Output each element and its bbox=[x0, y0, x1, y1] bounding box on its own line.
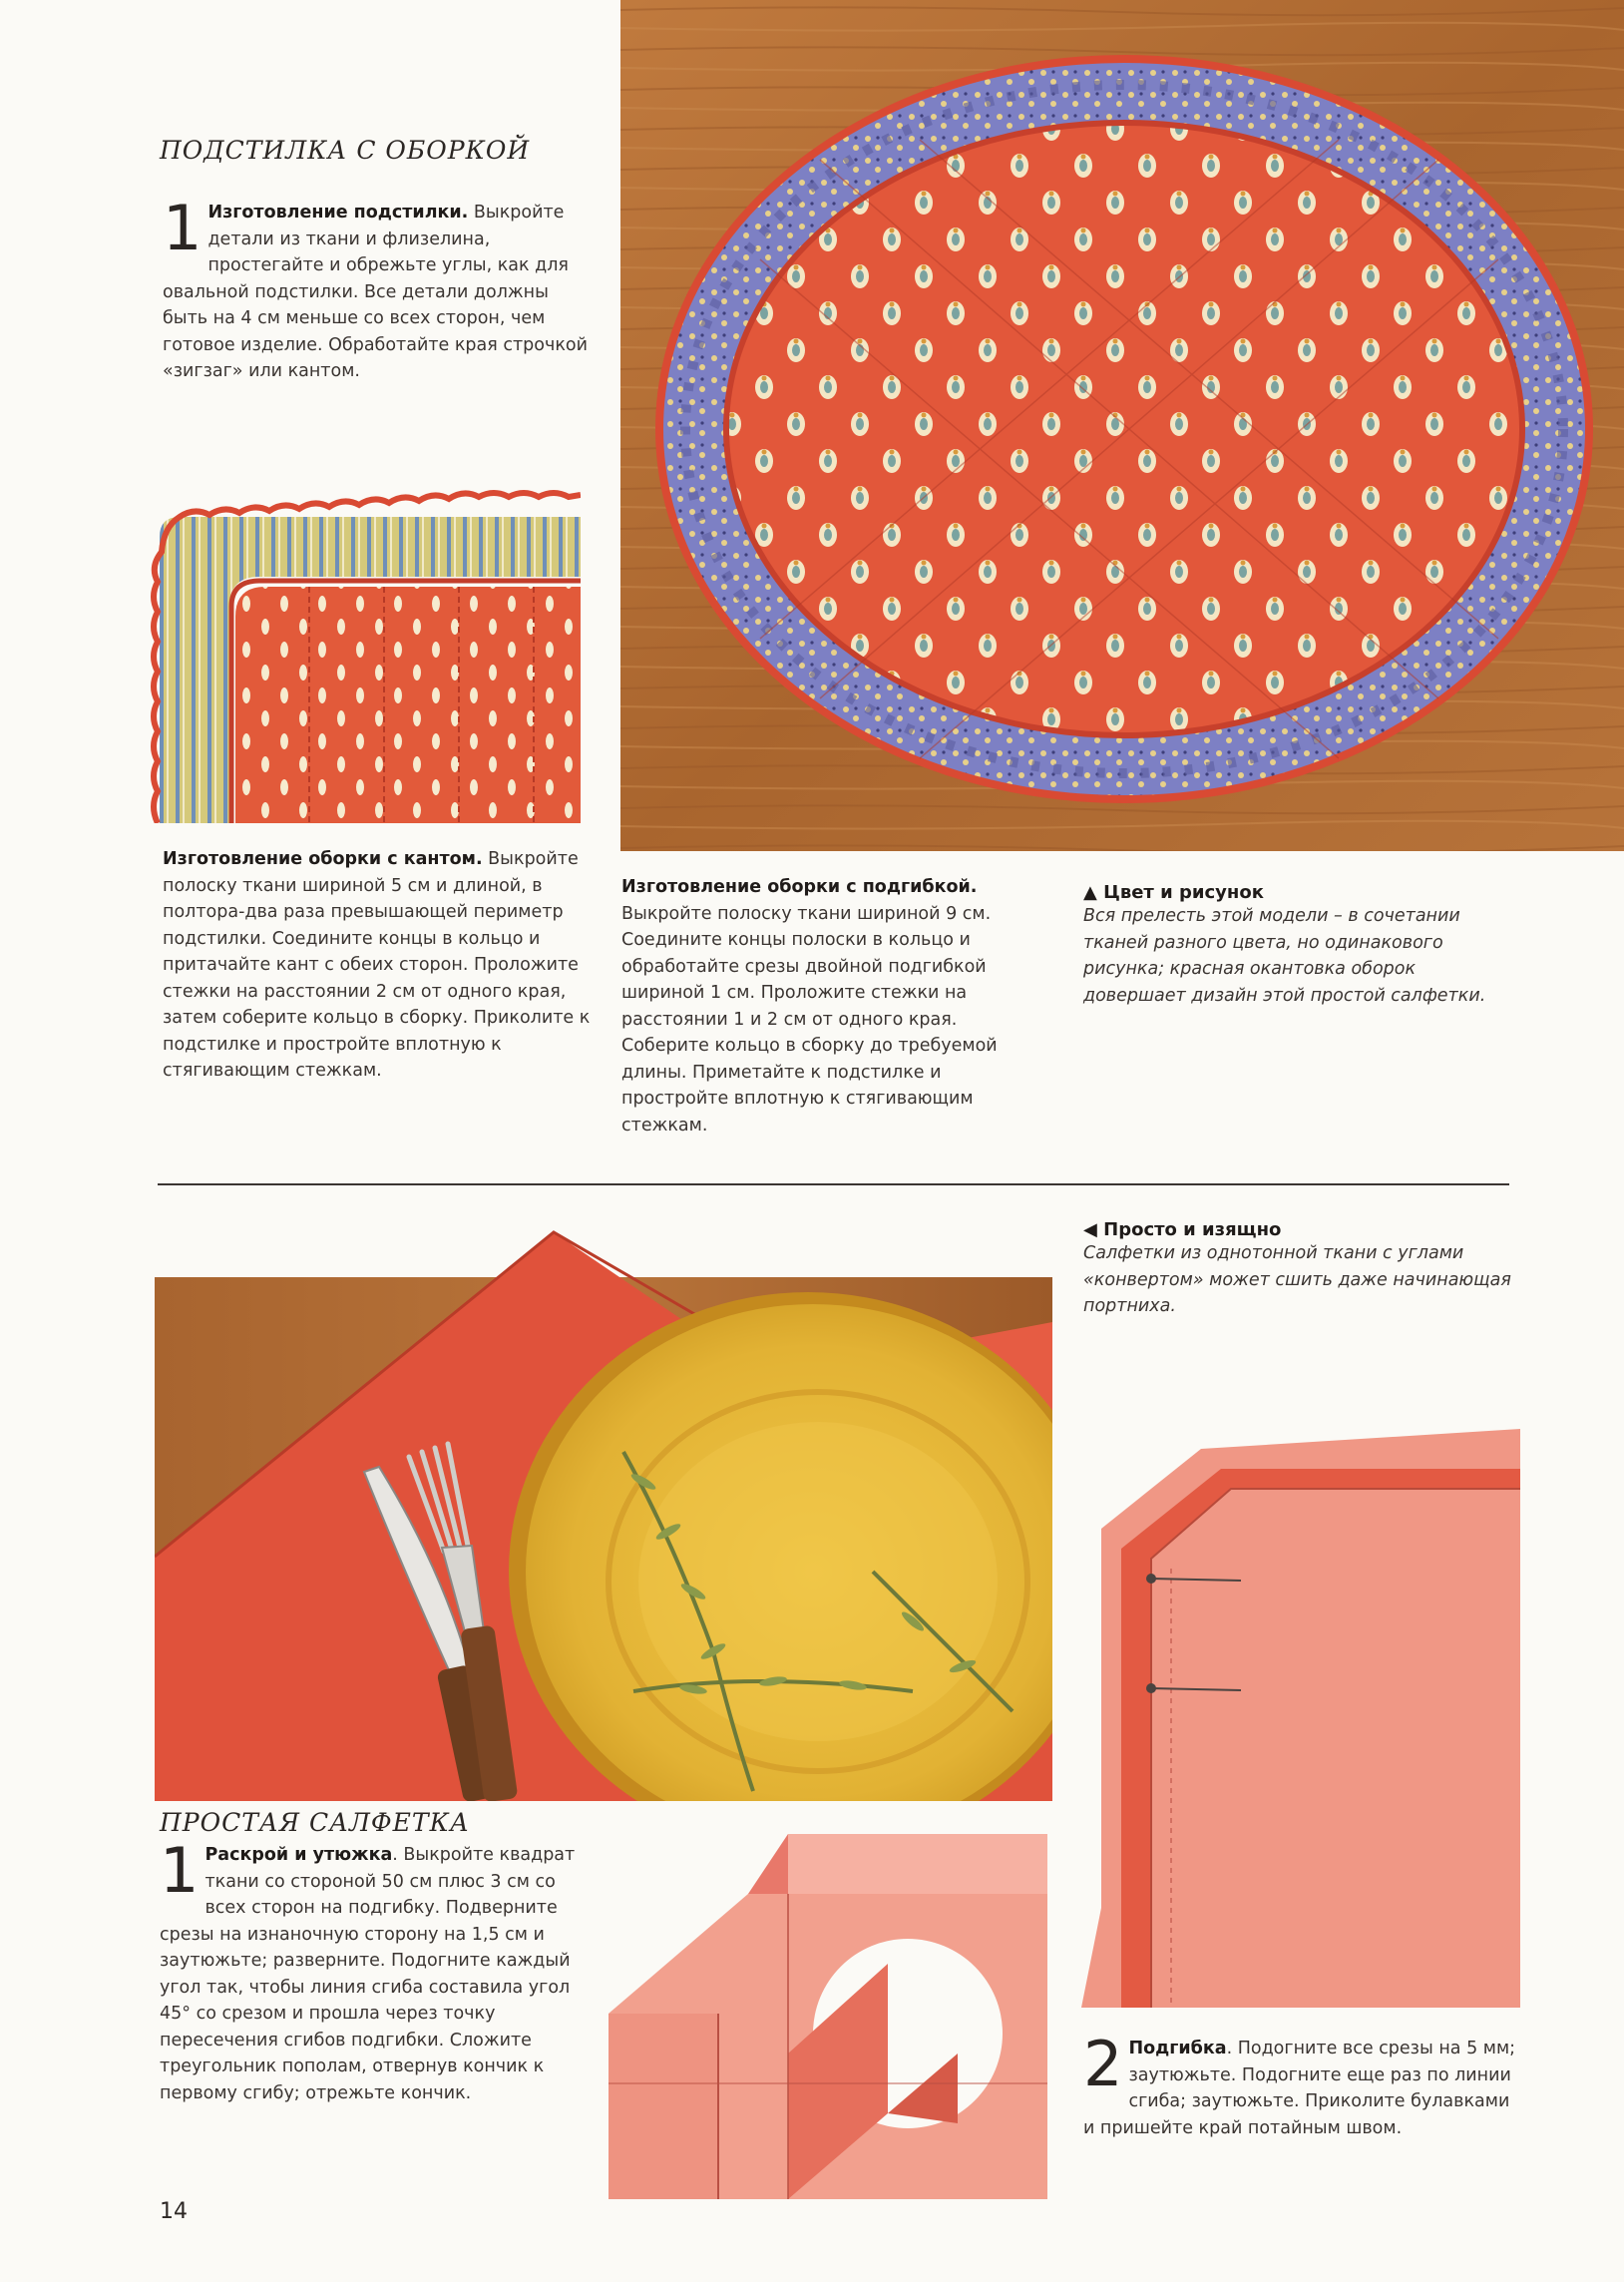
page-number: 14 bbox=[160, 2199, 188, 2224]
napkin-step-2-text: . Подогните все срезы на 5 мм; заутюжьте. Подогните еще раз по линии сгиба; заутюжьте. Приколите булавками и пришейте край потайным швом. bbox=[1083, 2039, 1516, 2138]
napkin-step-2-number: 2 bbox=[1083, 2028, 1123, 2100]
napkin-photo bbox=[155, 1212, 1052, 1801]
corner-cut-illustration bbox=[609, 1814, 1047, 2199]
caption-simple-elegant bbox=[1083, 1219, 1522, 1320]
step-1-number: 1 bbox=[163, 192, 203, 264]
hemmed-frill-body: Выкройте полоску ткани шириной 9 см. Соедините концы полоски в кольцо и обработайте срезы двойной подгибкой шириной 1 см. Проложите стежки на расстоянии 1 и 2 см от одного края. Соберите кольцо в сборку до требуемой длины. Приметайте к подстилке и простройте вплотную к стягивающим стежкам. bbox=[621, 903, 998, 1136]
caption-color-heading: Цвет и рисунок bbox=[1103, 882, 1264, 903]
section-title-napkin: ПРОСТАЯ САЛФЕТКА bbox=[160, 1808, 470, 1837]
section-divider bbox=[158, 1183, 1509, 1185]
piped-frill-text bbox=[163, 846, 592, 1085]
napkin-step-2-heading: Подгибка bbox=[1128, 2039, 1227, 2058]
piped-frill-body: Выкройте полоску ткани шириной 5 см и длиной, в полтора-два раза превышающей периметр подстилки. Соедините концы в кольцо и притачайте кант с обеих сторон. Проложите стежки на расстоянии 2 см от одного края, затем соберите кольцо в сборку. Приколите к подстилке и простройте вплотную к стягивающим стежкам. bbox=[163, 849, 591, 1081]
triangle-left-icon: ◀ bbox=[1083, 1219, 1097, 1240]
napkin-step-1-text: . Выкройте квадрат ткани со стороной 50 см плюс 3 см со всех сторон на подгибку. Подверните срезы на изнаночную сторону на 1,5 см и заутюжьте; разверните. Подогните каждый угол так, чтобы линия сгиба составила угол 45° со срезом и прошла через точку пересечения сгибов подгибки. Сложите треугольник пополам, отвернув кончик к первому сгибу; отрежьте кончик. bbox=[160, 1845, 576, 2103]
section-title-placemat: ПОДСТИЛКА С ОБОРКОЙ bbox=[160, 136, 531, 165]
napkin-step-2 bbox=[1083, 2028, 1522, 2141]
caption-simple-heading-row bbox=[1083, 1219, 1522, 1240]
frill-corner-photo bbox=[140, 477, 581, 823]
hemmed-frill-text bbox=[621, 874, 1038, 1139]
caption-simple-text: Салфетки из однотонной ткани с углами «конвертом» может сшить даже начинающая портниха. bbox=[1083, 1243, 1511, 1316]
piped-frill-heading: Изготовление оборки с кантом. bbox=[163, 849, 483, 869]
placemat-step-1 bbox=[163, 192, 592, 385]
triangle-up-icon: ▲ bbox=[1083, 882, 1097, 903]
hem-fold-illustration bbox=[1081, 1409, 1520, 2028]
caption-color-pattern bbox=[1083, 882, 1500, 1009]
napkin-step-1-heading: Раскрой и утюжка bbox=[204, 1845, 393, 1865]
hemmed-frill-heading: Изготовление оборки с подгибкой. bbox=[621, 877, 978, 897]
napkin-step-1 bbox=[160, 1834, 594, 2106]
napkin-step-1-number: 1 bbox=[160, 1834, 200, 1907]
caption-color-text: Вся прелесть этой модели – в сочетании тканей разного цвета, но одинакового рисунка; красная окантовка оборок довершает дизайн этой простой салфетки. bbox=[1083, 906, 1486, 1006]
caption-simple-heading: Просто и изящно bbox=[1103, 1219, 1282, 1240]
placemat-photo bbox=[620, 0, 1624, 851]
caption-color-heading-row bbox=[1083, 882, 1500, 903]
step-1-text: Выкройте детали из ткани и флизелина, простегайте и обрежьте углы, как для овальной подстилки. Все детали должны быть на 4 см меньше со всех сторон, чем готовое изделие. Обработайте края строчкой «зигзаг» или кантом. bbox=[163, 203, 588, 381]
step-1-heading: Изготовление подстилки. bbox=[207, 203, 469, 223]
